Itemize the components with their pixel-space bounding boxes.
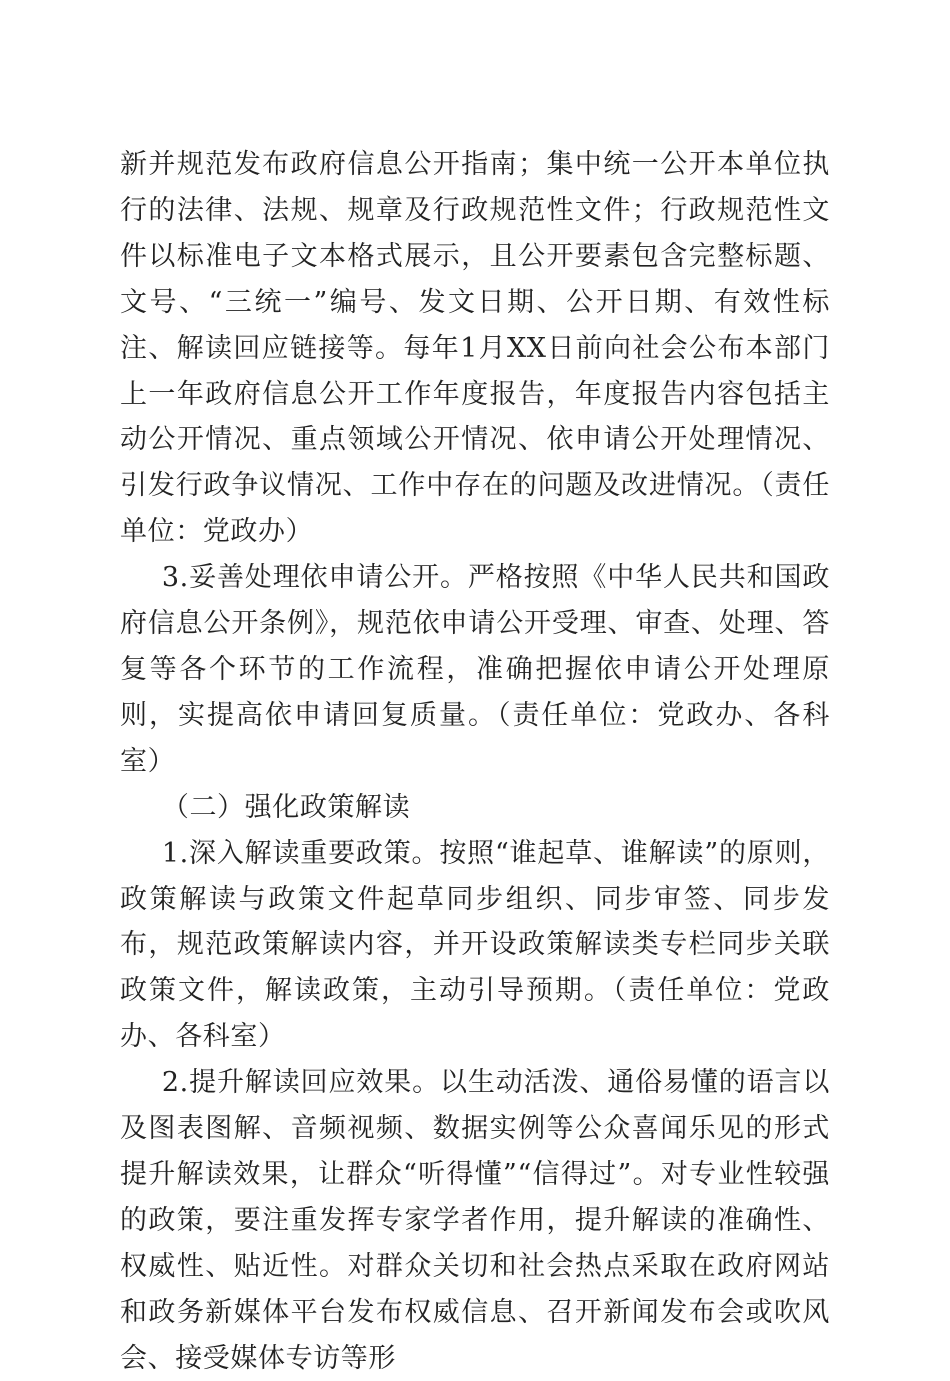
paragraph-item-2: 2.提升解读回应效果。以生动活泼、通俗易懂的语言以及图表图解、音频视频、数据实例等公众喜闻乐见的形式提升解读效果，让群众“听得懂”“信得过”。对专业性较强的政策，要注重发挥专家学者作用，提升解读的准确性、权威性、贴近性。对群众关切和社会热点采取在政府网站和政务新媒体平台发布权威信息、召开新闻发布会或吹风会、接受媒体专访等形 bbox=[120, 1067, 830, 1374]
paragraph-item-1: 1.深入解读重要政策。按照“谁起草、谁解读”的原则，政策解读与政策文件起草同步组织、同步审签、同步发布，规范政策解读内容，并开设政策解读类专栏同步关联政策文件，解读政策，主动引导预期。（责任单位：党政办、各科室） bbox=[120, 837, 830, 1053]
paragraph-item-3: 3.妥善处理依申请公开。严格按照《中华人民共和国政府信息公开条例》，规范依申请公开受理、审查、处理、答复等各个环节的工作流程，准确把握依申请公开处理原则，实提高依申请回复质量。（责任单位：党政办、各科室） bbox=[120, 562, 830, 777]
paragraph-continuation: 新并规范发布政府信息公开指南；集中统一公开本单位执行的法律、法规、规章及行政规范性文件；行政规范性文件以标准电子文本格式展示，且公开要素包含完整标题、文号、“三统一”编号、发文日期、公开日期、有效性标注、解读回应链接等。每年1月XX日前向社会公布本部门上一年政府信息公开工作年度报告，年度报告内容包括主动公开情况、重点领域公开情况、依申请公开处理情况、引发行政争议情况、工作中存在的问题及改进情况。（责任单位：党政办） bbox=[120, 149, 830, 548]
document-body bbox=[120, 142, 830, 1381]
section-heading: （二）强化政策解读 bbox=[161, 791, 411, 823]
